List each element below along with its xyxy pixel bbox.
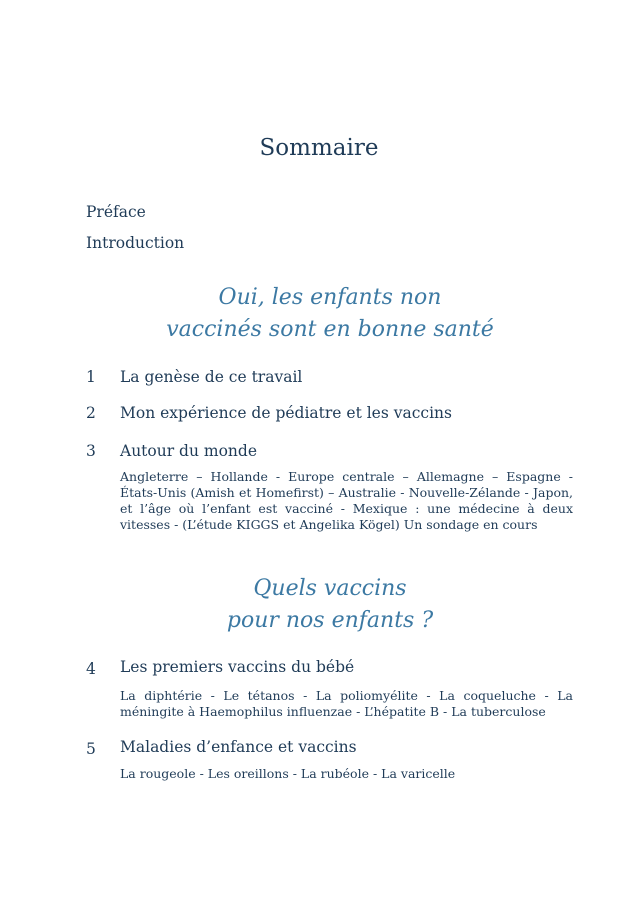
chapter-number: 4 <box>86 660 96 678</box>
chapter-number: 1 <box>86 368 96 386</box>
chapter-description: Angleterre – Hollande - Europe centrale – Allemagne – Espagne - États-Unis (Amish et Homefirst) – Australie - Nouvelle-Zélande - Japon, et l’âge où l’enfant est vacciné - Mexique : une médecine à deux vitesses - (L’étude KIGGS et Angelika Kögel) Un sondage en cours <box>120 469 573 532</box>
toc-title: Sommaire <box>259 135 379 161</box>
chapter-number: 5 <box>86 740 96 758</box>
chapter-title[interactable]: La genèse de ce travail <box>120 368 303 386</box>
part-title-line: Oui, les enfants non <box>218 285 442 310</box>
part-title <box>40 282 620 346</box>
toc-entry-preface[interactable]: Préface <box>86 203 146 221</box>
chapter-title[interactable]: Maladies d’enfance et vaccins <box>120 738 357 756</box>
part-title-line: pour nos enfants ? <box>226 608 434 633</box>
chapter-description: La rougeole - Les oreillons - La rubéole - La varicelle <box>120 766 456 781</box>
chapter-title[interactable]: Les premiers vaccins du bébé <box>120 658 355 676</box>
chapter-title[interactable]: Mon expérience de pédiatre et les vaccins <box>120 404 452 422</box>
part-title-line: Quels vaccins <box>253 576 407 601</box>
chapter-number: 3 <box>86 442 96 460</box>
chapter-number: 2 <box>86 404 96 422</box>
toc-entry-introduction[interactable]: Introduction <box>86 234 185 252</box>
chapter-title[interactable]: Autour du monde <box>120 442 257 460</box>
chapter-description: La diphtérie - Le tétanos - La poliomyélite - La coqueluche - La méningite à Haemophilus influenzae - L’hépatite B - La tuberculose <box>120 688 573 719</box>
part-title <box>40 573 620 637</box>
part-title-line: vaccinés sont en bonne santé <box>166 317 494 342</box>
